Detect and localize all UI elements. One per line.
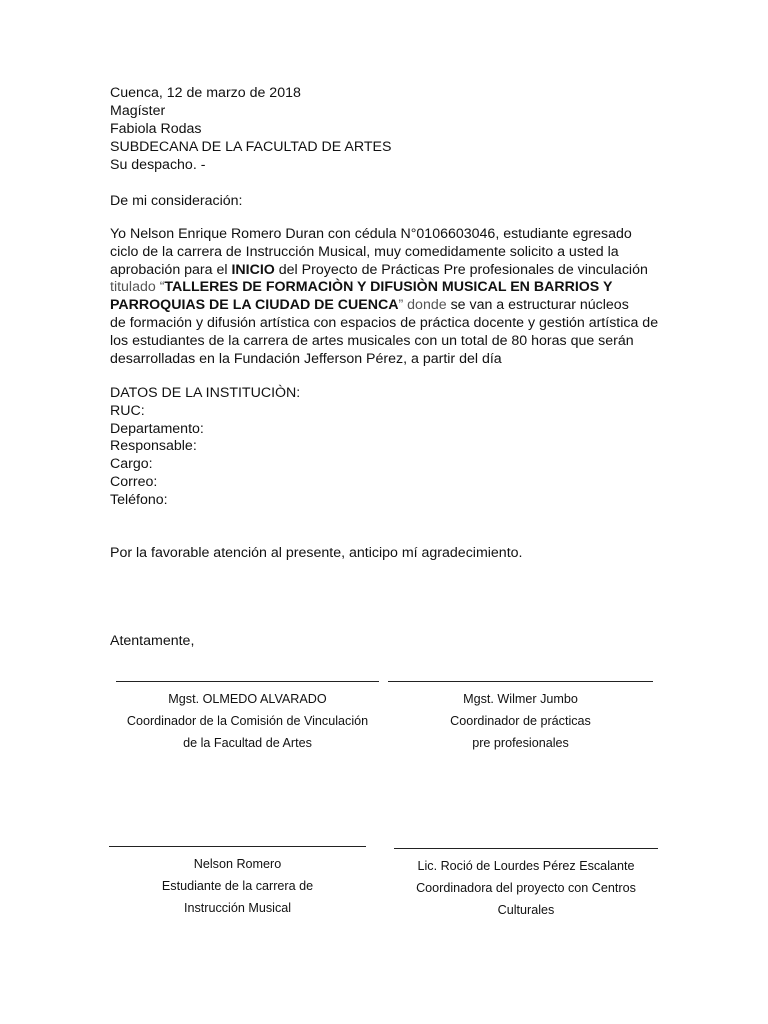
letter-header bbox=[110, 84, 391, 174]
institution-field-department: Departamento: bbox=[110, 420, 204, 437]
signatory-role-line-2: de la Facultad de Artes bbox=[183, 736, 312, 750]
body-line-3-post: del Proyecto de Prácticas Pre profesionales de vinculación bbox=[274, 261, 648, 278]
institution-field-position: Cargo: bbox=[110, 456, 153, 473]
recipient-name: Fabiola Rodas bbox=[110, 121, 202, 137]
signatory-role-line-2: Instrucción Musical bbox=[183, 901, 292, 915]
recipient-title: Magíster bbox=[110, 103, 166, 119]
greeting: De mi consideración: bbox=[110, 193, 243, 209]
signatory-name: Nelson Romero bbox=[193, 857, 282, 871]
body-line-2: ciclo de la carrera de Instrucción Musical, muy comedidamente solicito a usted la bbox=[110, 243, 619, 260]
institution-heading: DATOS DE LA INSTITUCIÒN: bbox=[110, 385, 301, 401]
signature-line bbox=[388, 681, 653, 682]
body-line-3 bbox=[110, 262, 670, 280]
recipient-office: Su despacho. - bbox=[110, 157, 206, 173]
signature-line bbox=[109, 846, 366, 847]
recipient-position: SUBDECANA DE LA FACULTAD DE ARTES bbox=[110, 139, 392, 155]
signatory-name: Mgst. OLMEDO ALVARADO bbox=[168, 692, 327, 706]
signatory-name: Lic. Roció de Lourdes Pérez Escalante bbox=[417, 859, 635, 873]
regards-text: Atentamente, bbox=[110, 633, 195, 649]
signature-block-3 bbox=[109, 846, 366, 919]
signature-block-2 bbox=[388, 681, 653, 754]
signatory-role-line-2: Culturales bbox=[497, 903, 555, 917]
signatory-role-line-1: Estudiante de la carrera de bbox=[161, 879, 314, 893]
institution-data bbox=[110, 385, 300, 510]
body-line-1: Yo Nelson Enrique Romero Duran con cédula N°0106603046, estudiante egresado bbox=[110, 226, 632, 242]
signature-block-4 bbox=[394, 848, 658, 921]
project-title-part-1: TALLERES DE FORMACIÒN Y DIFUSIÒN MUSICAL EN BARRIOS Y bbox=[164, 279, 613, 296]
body-line-5-post-a: ” donde bbox=[398, 297, 447, 314]
body-line-4 bbox=[110, 279, 670, 297]
closing-text: Por la favorable atención al presente, anticipo mí agradecimiento. bbox=[110, 545, 523, 561]
body-line-7: los estudiantes de la carrera de artes musicales con un total de 80 horas que serán bbox=[110, 332, 634, 349]
institution-field-phone: Teléfono: bbox=[110, 491, 168, 508]
institution-field-email: Correo: bbox=[110, 473, 158, 490]
letter-body bbox=[110, 226, 670, 368]
signatory-role-line-1: Coordinador de la Comisión de Vinculación bbox=[126, 714, 369, 728]
body-line-5 bbox=[110, 297, 670, 315]
institution-field-responsible: Responsable: bbox=[110, 438, 197, 455]
signatory-name: Mgst. Wilmer Jumbo bbox=[463, 692, 578, 706]
date-line: Cuenca, 12 de marzo de 2018 bbox=[110, 85, 301, 101]
signature-block-1 bbox=[116, 681, 379, 754]
body-line-4-pre: titulado “ bbox=[110, 279, 165, 296]
body-line-6: de formación y difusión artística con espacios de práctica docente y gestión artística de bbox=[110, 314, 659, 331]
signatory-role-line-1: Coordinador de prácticas bbox=[450, 714, 591, 728]
institution-field-ruc: RUC: bbox=[110, 402, 145, 419]
signature-line bbox=[394, 848, 658, 849]
signatory-role-line-1: Coordinadora del proyecto con Centros bbox=[416, 881, 636, 895]
body-line-3-bold: INICIO bbox=[231, 261, 275, 278]
project-title-part-2: PARROQUIAS DE LA CIUDAD DE CUENCA bbox=[110, 297, 399, 314]
body-line-3-pre: aprobación para el bbox=[110, 261, 232, 278]
body-line-5-post-b: se van a estructurar núcleos bbox=[446, 297, 629, 314]
signature-line bbox=[116, 681, 379, 682]
body-line-8: desarrolladas en la Fundación Jefferson Pérez, a partir del día bbox=[110, 350, 502, 367]
signatory-role-line-2: pre profesionales bbox=[472, 736, 569, 750]
